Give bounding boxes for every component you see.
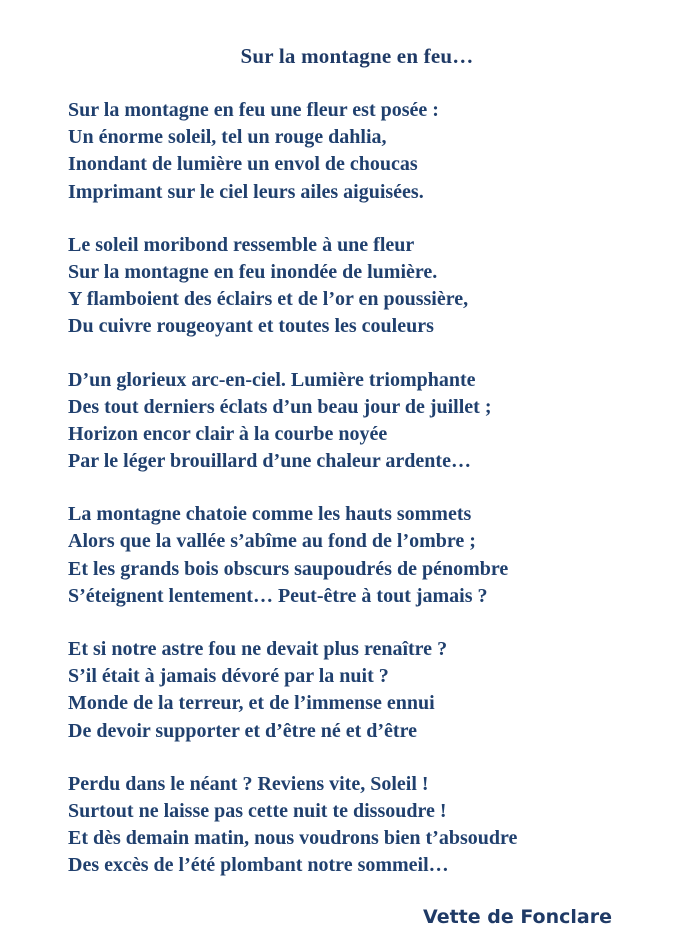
stanza xyxy=(68,232,636,341)
stanza xyxy=(68,501,636,610)
poem-line: Et si notre astre fou ne devait plus renaître ? xyxy=(68,638,448,660)
poem-line: Par le léger brouillard d’une chaleur ardente… xyxy=(68,450,471,473)
poem-line: Monde de la terreur, et de l’immense ennui xyxy=(68,692,435,715)
poem-line: La montagne chatoie comme les hauts sommets xyxy=(68,503,472,526)
stanza xyxy=(68,636,636,745)
poem-line: S’il était à jamais dévoré par la nuit ? xyxy=(68,665,389,688)
poem-line: Sur la montagne en feu une fleur est posée : xyxy=(68,99,439,121)
author-signature: Vette de Fonclare xyxy=(423,905,612,928)
stanza xyxy=(68,771,636,880)
poem-line: Et les grands bois obscurs saupoudrés de pénombre xyxy=(68,557,509,580)
poem-line: Surtout ne laisse pas cette nuit te dissoudre ! xyxy=(68,799,447,822)
poem-line: Un énorme soleil, tel un rouge dahlia, xyxy=(68,126,387,149)
poem-line: Des tout derniers éclats d’un beau jour de juillet ; xyxy=(68,395,492,418)
poem-line: Perdu dans le néant ? Reviens vite, Soleil ! xyxy=(68,772,429,795)
poem-line: Inondant de lumière un envol de choucas xyxy=(68,153,418,176)
poem-line: Y flamboient des éclairs et de l’or en poussière, xyxy=(68,288,469,311)
poem-line: Imprimant sur le ciel leurs ailes aiguisées. xyxy=(68,180,424,203)
poem-line: Du cuivre rougeoyant et toutes les couleurs xyxy=(68,315,434,338)
stanza xyxy=(68,97,636,206)
poem-line: Et dès demain matin, nous voudrons bien t’absoudre xyxy=(68,827,518,850)
page-title: Sur la montagne en feu… xyxy=(240,44,474,68)
poem-line: Le soleil moribond ressemble à une fleur xyxy=(68,233,415,256)
poem-line: Horizon encor clair à la courbe noyée xyxy=(68,422,388,445)
poem-line: Sur la montagne en feu inondée de lumière. xyxy=(68,260,438,283)
poem-line: De devoir supporter et d’être né et d’être xyxy=(68,719,417,742)
poem-line: S’éteignent lentement… Peut-être à tout jamais ? xyxy=(68,584,488,607)
poem-line: Alors que la vallée s’abîme au fond de l’ombre ; xyxy=(68,530,476,553)
stanza xyxy=(68,367,636,476)
poem-line: Des excès de l’été plombant notre sommeil… xyxy=(68,854,449,877)
poem-line: D’un glorieux arc-en-ciel. Lumière triomphante xyxy=(68,368,476,391)
